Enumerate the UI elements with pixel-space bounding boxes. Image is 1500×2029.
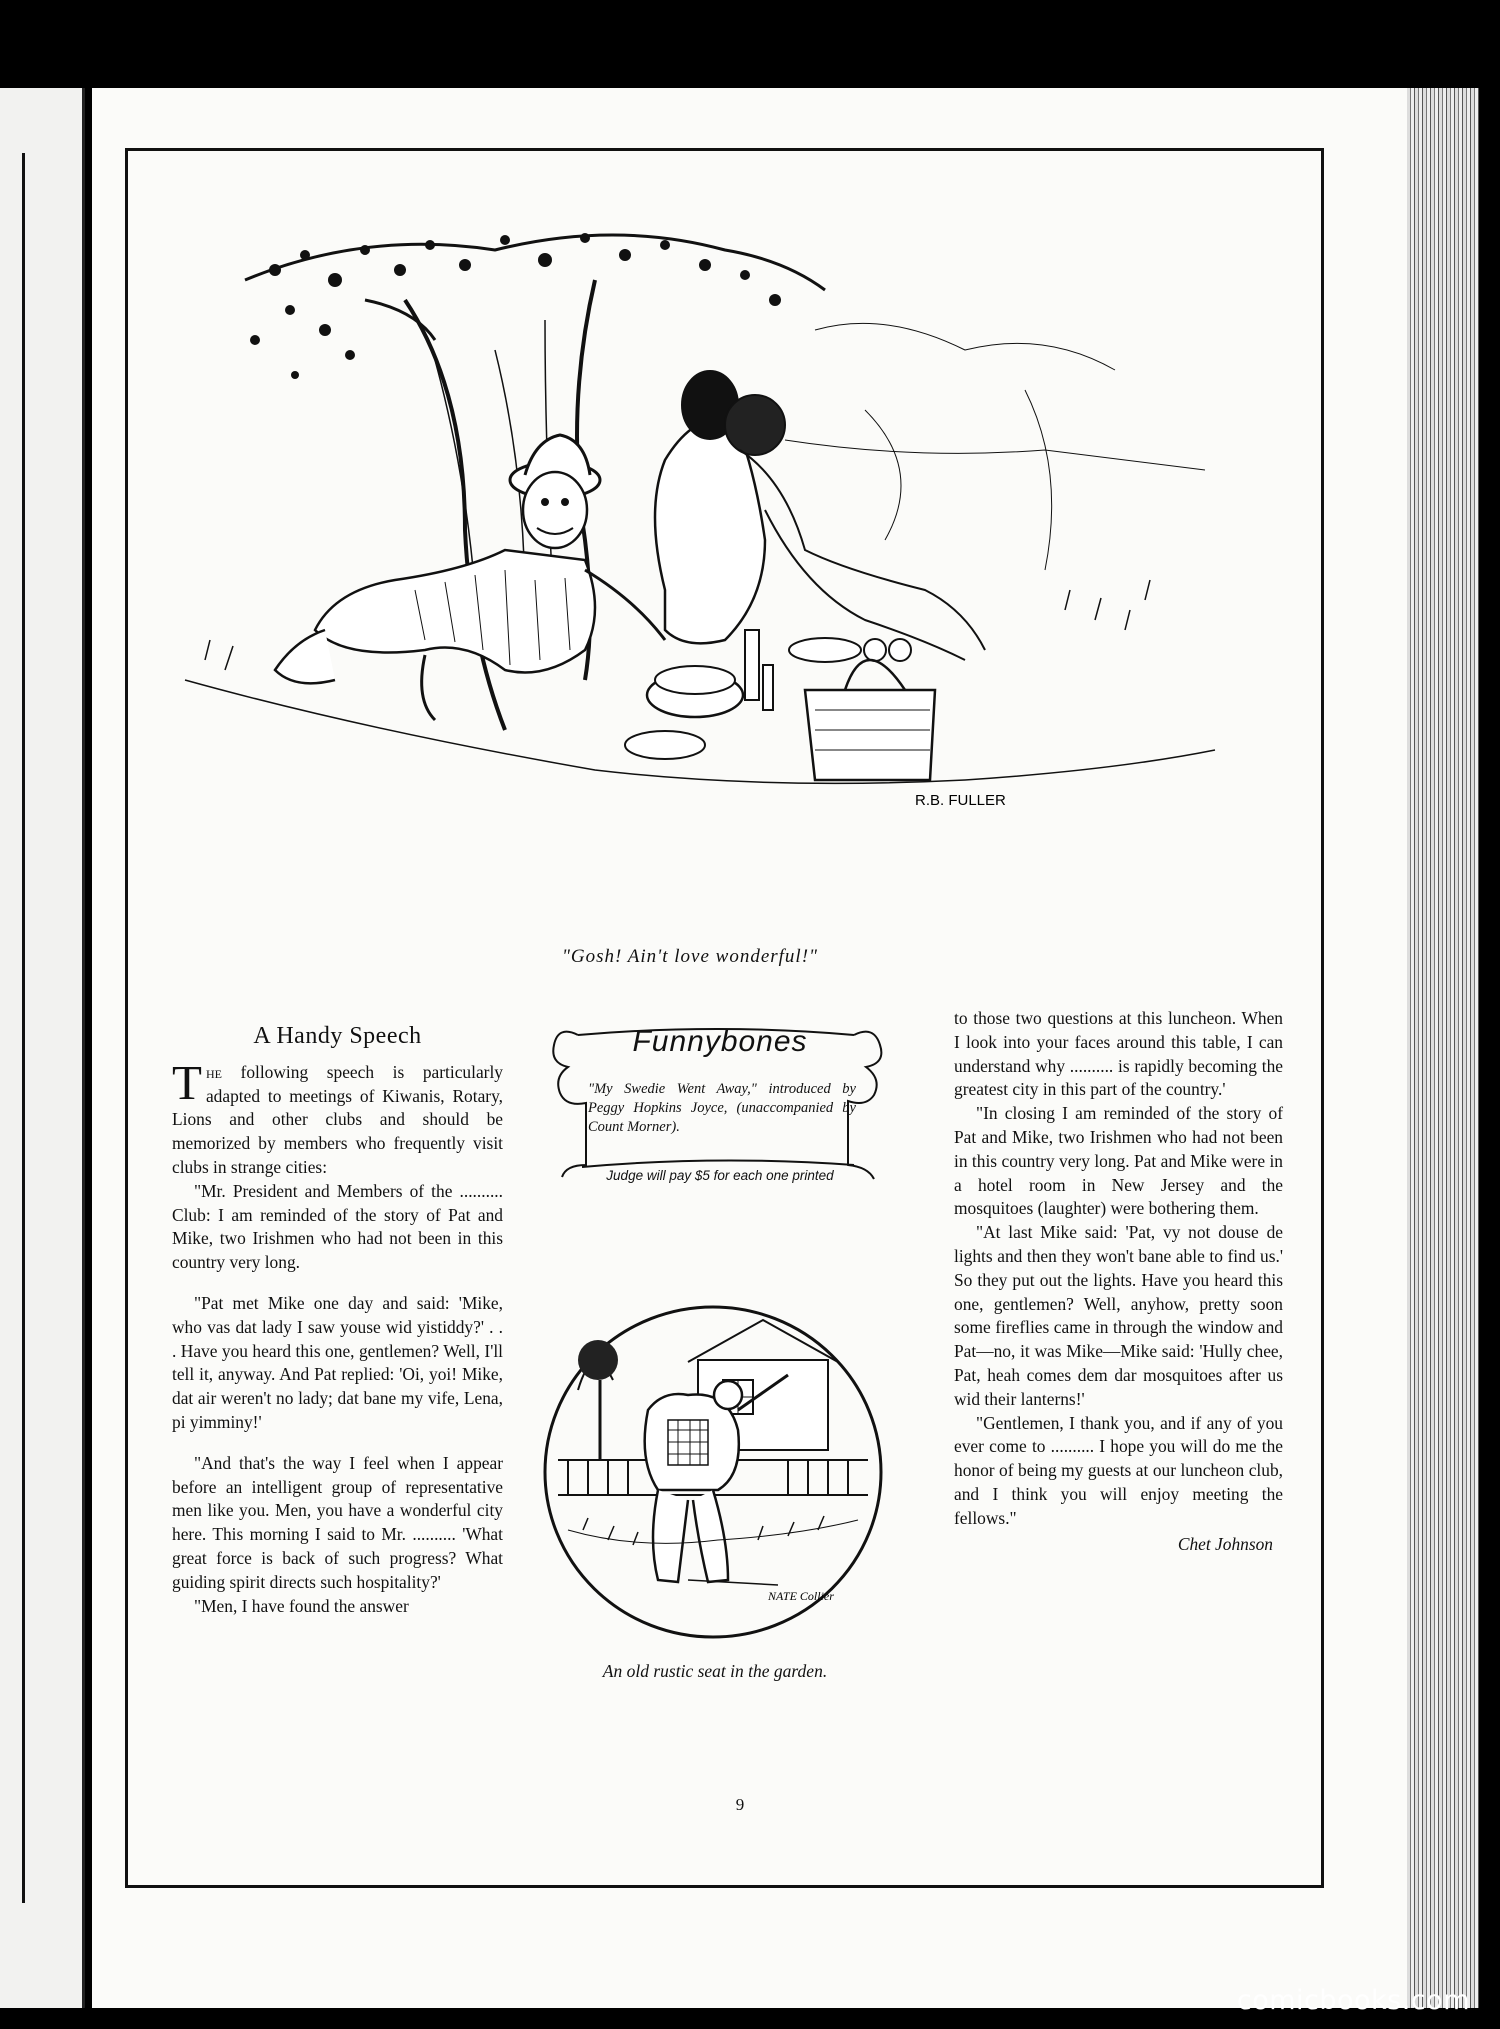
article-title: A Handy Speech [253, 1023, 422, 1049]
article-paragraph: "In closing I am reminded of the story of Pat and Mike, two Irishmen who had not been in this country very long. Pat and Mike were in a hotel room in New Jersey and the mosquitoes (laughter) were bothering them. [954, 1103, 1283, 1219]
article-paragraph: "Pat met Mike one day and said: 'Mike, who vas dat lady I saw youse wid yistiddy?' . . . Have you heard this one, gentlemen? Well, I'll tell it, anyway. And Pat replied: 'Oi, yoi! Mike, dat air weren't no lady; dat bane my vife, Lena, pi yimminy!' [172, 1292, 503, 1432]
page-stack-edge [1407, 88, 1479, 2008]
article-paragraph: "Men, I have found the answer [194, 1595, 409, 1616]
cartoon-caption: "Gosh! Ain't love wonderful!" [561, 946, 819, 967]
funnybones-box [548, 1015, 892, 1191]
article-paragraph: to those two questions at this luncheon. When I look into your faces around this table, I can understand why .......... is rapidly becoming the greatest city in this part of the country.' [954, 1008, 1283, 1100]
article-paragraph: "Gentlemen, I thank you, and if any of you ever come to .......... I hope you will do me the honor of being my guests at our luncheon club, and I think you will enjoy meeting the fellows." [954, 1412, 1283, 1528]
article-paragraph: "Mr. President and Members of the .......... Club: I am reminded of the story of Pat and Mike, two Irishmen who had not been in this country very long. [172, 1180, 503, 1273]
left-page-edge [0, 88, 85, 2008]
article-paragraph: "And that's the way I feel when I appear before an intelligent group of representative men like you. Men, you have a wonderful city here. This morning I said to Mr. .......... 'What great force is back of such progress? What guiding spirit directs such hospitality?' [172, 1452, 503, 1592]
vignette-caption: An old rustic seat in the garden. [602, 1661, 828, 1681]
artist-signature: R.B. FULLER [915, 792, 1006, 809]
article-left-column [172, 1025, 503, 1618]
author-signature: Chet Johnson [1177, 1533, 1273, 1554]
funnybones-footer: Judge will pay $5 for each one printed [606, 1168, 834, 1183]
article-paragraph: "At last Mike said: 'Pat, vy not douse de lights and then they won't bane able to find us.' So they put out the lights. Have you heard this one, gentlemen? Well, anyhow, pretty soon some fireflies came in through the window and Pat—no, it was Mike—Mike said: 'Hully chee, Pat, heah comes dem dar mosquitoes after us wid their lanterns!' [954, 1222, 1283, 1409]
article-paragraph: The following speech is particularly adapted to meetings of Kiwanis, Rotary, Lions and other clubs and should be memorized by members who frequently visit clubs in strange cities: [172, 1054, 503, 1177]
watermark: comicbooks.com [1236, 1985, 1470, 2016]
garden-vignette [538, 1300, 888, 1645]
vignette-artist-signature: NATE Collier [768, 1589, 834, 1603]
funnybones-body: "My Swedie Went Away," introduced by Peggy Hopkins Joyce, (unaccompanied by Count Morner). [588, 1081, 856, 1135]
funnybones-title: Funnybones [632, 1025, 808, 1058]
cartoon-illustration [165, 210, 1225, 940]
page-number: 9 [735, 1795, 745, 1814]
article-right-column [954, 1007, 1283, 1556]
